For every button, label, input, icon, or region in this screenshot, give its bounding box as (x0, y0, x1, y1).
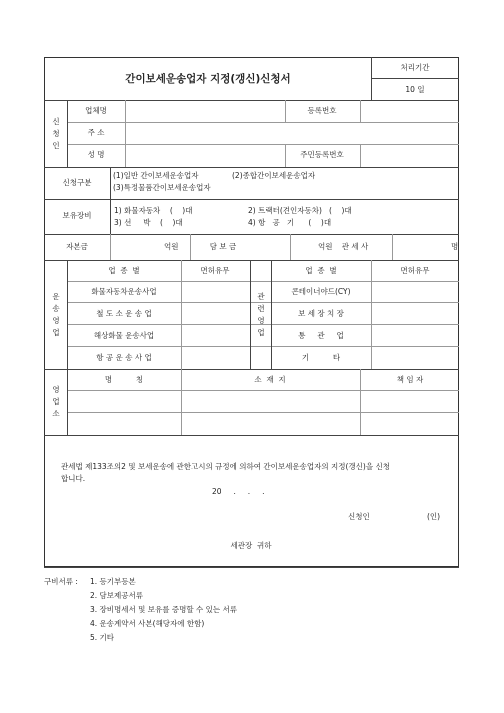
name-label: 성 명 (87, 150, 105, 159)
rule-related-label-v (271, 260, 272, 369)
rule-applicant-bottom (44, 167, 459, 168)
address-label: 주 소 (87, 128, 105, 137)
rule-related-license-v (371, 260, 372, 369)
rule-biz-label-v (67, 260, 68, 435)
attachment-item: 1. 등기부등본 (90, 577, 136, 586)
customs-broker-label: 관 세 사 (341, 242, 369, 251)
rule-finance-bottom (44, 260, 459, 261)
equipment-tractors: 2) 트랙터(견인자동차) ( )대 (248, 206, 352, 215)
rule-fin-v3 (290, 234, 291, 260)
declaration-line-1: 관세법 제133조의2 및 보세운송에 관한고시의 규정에 의하여 간이보세운송업자의 지정(갱신)을 신청 (61, 462, 390, 471)
declaration-signer: 신청인 (348, 512, 370, 521)
office-group-label (51, 384, 61, 420)
equipment-trucks: 1) 화물자동차 ( )대 (114, 206, 193, 215)
capital-label: 자본금 (66, 242, 88, 251)
equipment-label: 보유장비 (62, 211, 92, 220)
equipment-ships: 3) 선 박 ( )대 (114, 218, 183, 227)
rule-applicant-label-v (67, 100, 68, 167)
rule-type-bottom (44, 199, 459, 200)
office-manager-header: 책 임 자 (396, 375, 424, 384)
attachment-item: 4. 운송계약서 사본(해당자에 한함) (90, 619, 205, 628)
application-type-option-3: (3)특정물품간이보세운송업자 (113, 183, 211, 192)
collateral-unit: 억원 (318, 242, 333, 251)
applicant-group-label (51, 116, 61, 152)
customs-broker-unit: 명 (451, 242, 459, 251)
rule-regno-v2 (360, 100, 361, 122)
rule-regno-v1 (285, 100, 286, 122)
processing-period-value: 10 일 (405, 85, 425, 94)
related-business-group (256, 291, 266, 339)
rule-office-2 (67, 412, 459, 413)
rule-biz-bottom (44, 369, 459, 370)
rule-office-v1 (181, 369, 182, 435)
rule-biz-4 (67, 346, 459, 347)
equipment-aircraft: 4) 항 공 기 ( )대 (248, 218, 332, 227)
collateral-label: 담 보 금 (209, 242, 237, 251)
rule-biz-license-v (181, 260, 182, 369)
applicant-group-text: 신청인 (52, 117, 60, 150)
rule-fin-v1 (110, 234, 111, 260)
application-type-option-2: (2)종합간이보세운송업자 (232, 171, 316, 180)
rule-equipment-bottom (44, 234, 459, 235)
transport-type-header: 업 종 별 (108, 266, 140, 275)
rule-resident-v2 (360, 144, 361, 167)
rule-related-left-v (250, 260, 251, 369)
related-type-header: 업 종 별 (305, 266, 337, 275)
rule-applicant-field-v (125, 100, 126, 167)
transport-item: 화물자동차운송사업 (91, 287, 157, 296)
declaration-date: 20 . . . (212, 487, 265, 496)
related-item: 보 세 장 치 장 (298, 309, 344, 318)
rule-declaration-bottom (44, 567, 459, 568)
rule-fin-v4 (392, 234, 393, 260)
related-item: 통 관 업 (298, 331, 344, 340)
transport-business-text: 운송영업 (52, 292, 60, 337)
office-group-text: 영업소 (52, 385, 60, 418)
rule-fin-v2 (190, 234, 191, 260)
company-name-label: 업체명 (85, 106, 107, 115)
capital-unit: 억원 (164, 242, 179, 251)
office-location-header: 소 재 지 (254, 375, 286, 384)
related-item: 기 타 (301, 353, 341, 362)
rule-resident-v1 (285, 144, 286, 167)
related-business-text: 관련영업 (257, 292, 265, 337)
rule-biz-1 (67, 281, 459, 282)
rule-header-bottom (44, 100, 459, 101)
transport-item: 해상화물 운송사업 (93, 331, 155, 340)
transport-business-group (51, 291, 61, 339)
addressee: 세관장 귀하 (230, 541, 272, 550)
processing-period-label: 처리기간 (400, 63, 430, 72)
rule-office-v2 (360, 369, 361, 435)
rule-type-label-v (110, 167, 111, 234)
transport-item: 항 공 운 송 사 업 (96, 353, 152, 362)
application-type-label: 신청구분 (62, 178, 92, 187)
transport-license-header: 면허유무 (200, 266, 230, 275)
declaration-line-2: 합니다. (61, 474, 86, 483)
registration-number-label: 등록번호 (307, 106, 337, 115)
attachment-item: 5. 기타 (90, 633, 115, 642)
related-item: 콘테이너야드(CY) (291, 287, 351, 296)
rule-processing (371, 78, 459, 79)
attachments-label: 구비서류 : (44, 577, 78, 586)
attachment-item: 2. 담보제공서류 (90, 591, 144, 600)
form-title: 간이보세운송업자 지정(갱신)신청서 (125, 73, 291, 85)
rule-office-1 (67, 390, 459, 391)
declaration-seal: (인) (427, 512, 441, 521)
rule-processing-v (371, 57, 372, 100)
related-license-header: 면허유무 (400, 266, 430, 275)
office-name-header: 명 칭 (104, 375, 144, 384)
resident-number-label: 주민등록번호 (300, 150, 344, 159)
rule-office-bottom (44, 435, 459, 436)
transport-item: 철 도 소 운 송 업 (96, 309, 152, 318)
attachment-item: 3. 장비명세서 및 보유를 증명할 수 있는 서류 (90, 605, 238, 614)
application-type-option-1: (1)일반 간이보세운송업자 (113, 171, 199, 180)
